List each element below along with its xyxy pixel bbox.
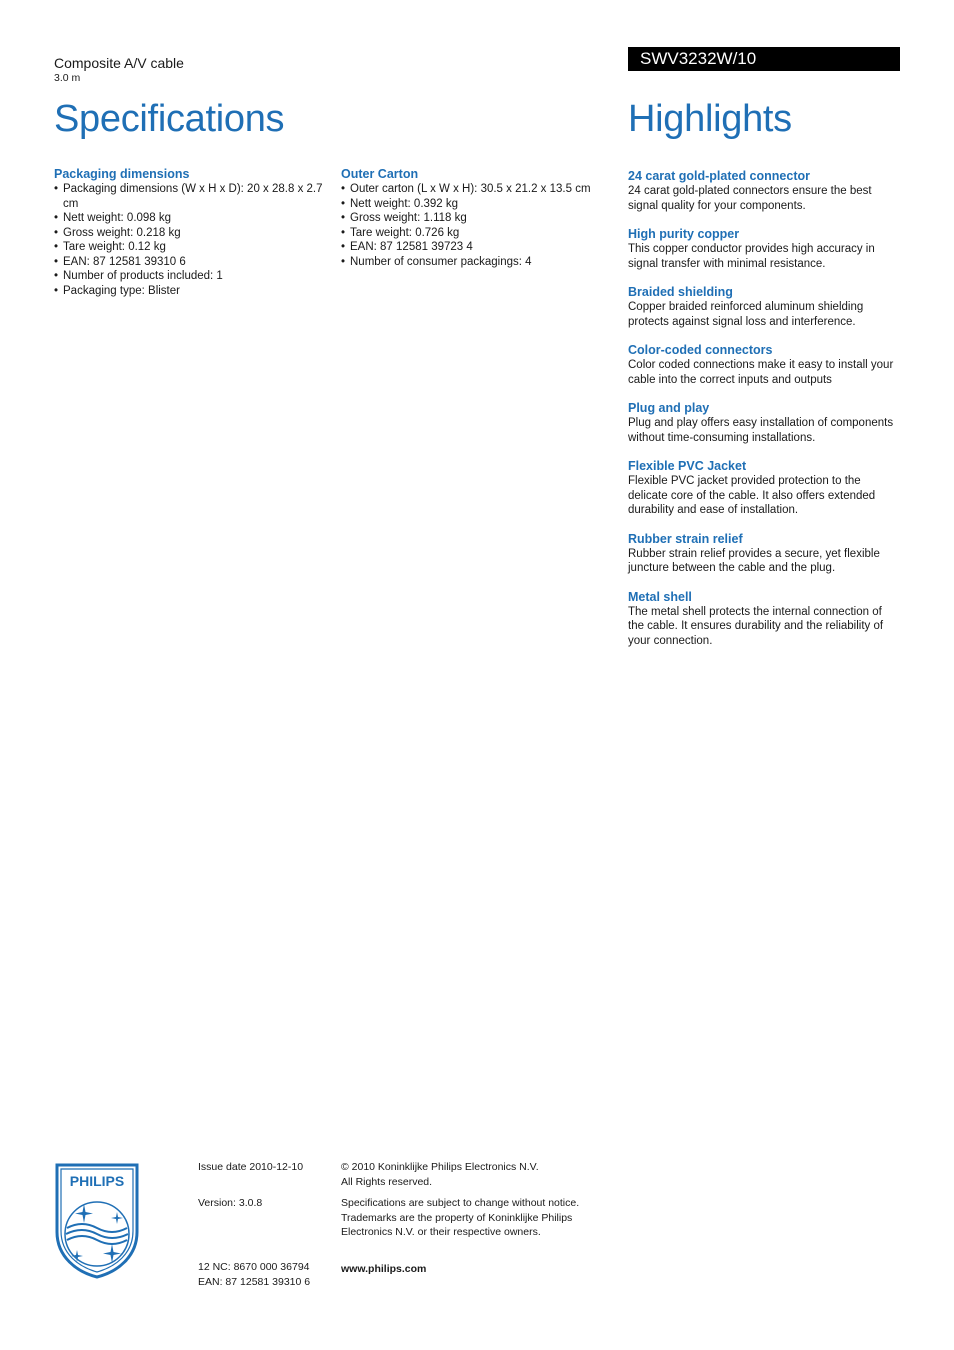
highlight-body: Plug and play offers easy installation of components without time-consuming installations. bbox=[628, 417, 894, 444]
philips-shield-icon bbox=[54, 1162, 140, 1280]
list-item: • EAN: 87 12581 39310 6 bbox=[54, 255, 324, 270]
highlight-body: Color coded connections make it easy to install your cable into the correct inputs and outputs bbox=[628, 359, 894, 386]
model-number-bar: SWV3232W/10 bbox=[628, 47, 900, 71]
list-item: • Tare weight: 0.726 kg bbox=[341, 226, 616, 241]
list-item: • Outer carton (L x W x H): 30.5 x 21.2 x 13.5 cm bbox=[341, 182, 616, 197]
packaging-dimensions-list bbox=[54, 182, 324, 298]
highlight-body: 24 carat gold-plated connectors ensure the best signal quality for your components. bbox=[628, 185, 872, 212]
highlight-item bbox=[628, 227, 900, 271]
rights: All Rights reserved. bbox=[341, 1175, 433, 1188]
highlight-heading: Braided shielding bbox=[628, 285, 733, 299]
highlight-heading: Flexible PVC Jacket bbox=[628, 459, 747, 473]
list-item: • Gross weight: 0.218 kg bbox=[54, 226, 324, 241]
ean-number: EAN: 87 12581 39310 6 bbox=[198, 1275, 311, 1288]
highlight-body: Flexible PVC jacket provided protection to the delicate core of the cable. It also offers extended durability and ease of installation. bbox=[628, 475, 876, 516]
version: Version: 3.0.8 bbox=[198, 1196, 263, 1209]
highlight-item bbox=[628, 169, 900, 213]
outer-carton-list bbox=[341, 182, 616, 269]
highlight-body: This copper conductor provides high accuracy in signal transfer with minimal resistance. bbox=[628, 243, 875, 270]
list-item: • Packaging dimensions (W x H x D): 20 x 28.8 x 2.7 cm bbox=[54, 182, 324, 211]
list-item: • Tare weight: 0.12 kg bbox=[54, 240, 324, 255]
highlight-item bbox=[628, 401, 900, 445]
logo-text: PHILIPS bbox=[69, 1173, 125, 1189]
disclaimer-line: Electronics N.V. or their respective owners. bbox=[341, 1226, 541, 1238]
list-item: • Number of consumer packagings: 4 bbox=[341, 255, 616, 270]
highlight-heading: High purity copper bbox=[628, 227, 740, 241]
highlight-item bbox=[628, 532, 900, 576]
highlights-list bbox=[628, 169, 900, 662]
highlight-heading: Plug and play bbox=[628, 401, 710, 415]
highlight-body: The metal shell protects the internal connection of the cable. It ensures durability and the reliability of your connection. bbox=[628, 605, 884, 647]
highlights-title: Highlights bbox=[628, 98, 792, 140]
copyright: © 2010 Koninklijke Philips Electronics N.V. bbox=[341, 1161, 539, 1173]
packaging-dimensions-heading: Packaging dimensions bbox=[54, 167, 190, 181]
website-link[interactable]: www.philips.com bbox=[341, 1262, 427, 1275]
outer-carton-section bbox=[341, 167, 616, 269]
list-item: • Number of products included: 1 bbox=[54, 269, 324, 284]
list-item: • Nett weight: 0.392 kg bbox=[341, 197, 616, 212]
highlight-item bbox=[628, 459, 900, 518]
outer-carton-heading: Outer Carton bbox=[341, 167, 419, 181]
highlight-item bbox=[628, 590, 900, 649]
list-item: • Packaging type: Blister bbox=[54, 284, 324, 299]
highlight-body: Copper braided reinforced aluminum shielding protects against signal loss and interference. bbox=[628, 301, 864, 328]
disclaimer-line: Trademarks are the property of Koninklijke Philips bbox=[341, 1211, 573, 1224]
highlight-item bbox=[628, 285, 900, 329]
list-item: • Gross weight: 1.118 kg bbox=[341, 211, 616, 226]
list-item: • Nett weight: 0.098 kg bbox=[54, 211, 324, 226]
disclaimer-line: Specifications are subject to change without notice. bbox=[341, 1197, 580, 1209]
product-length: 3.0 m bbox=[54, 72, 81, 84]
footer-legal bbox=[341, 1160, 601, 1276]
highlight-heading: Metal shell bbox=[628, 589, 692, 604]
highlight-item bbox=[628, 343, 900, 387]
nc-number: 12 NC: 8670 000 36794 bbox=[198, 1261, 310, 1273]
product-name: Composite A/V cable bbox=[54, 55, 184, 71]
list-item: • EAN: 87 12581 39723 4 bbox=[341, 240, 616, 255]
highlight-heading: Color-coded connectors bbox=[628, 343, 773, 357]
footer-meta bbox=[198, 1160, 328, 1289]
highlight-heading: 24 carat gold-plated connector bbox=[628, 169, 810, 183]
highlight-heading: Rubber strain relief bbox=[628, 531, 743, 546]
issue-date: Issue date 2010-12-10 bbox=[198, 1161, 304, 1173]
packaging-dimensions-section bbox=[54, 167, 324, 298]
specifications-title: Specifications bbox=[54, 98, 285, 140]
highlight-body: Rubber strain relief provides a secure, yet flexible juncture between the cable and the plug. bbox=[628, 547, 880, 574]
